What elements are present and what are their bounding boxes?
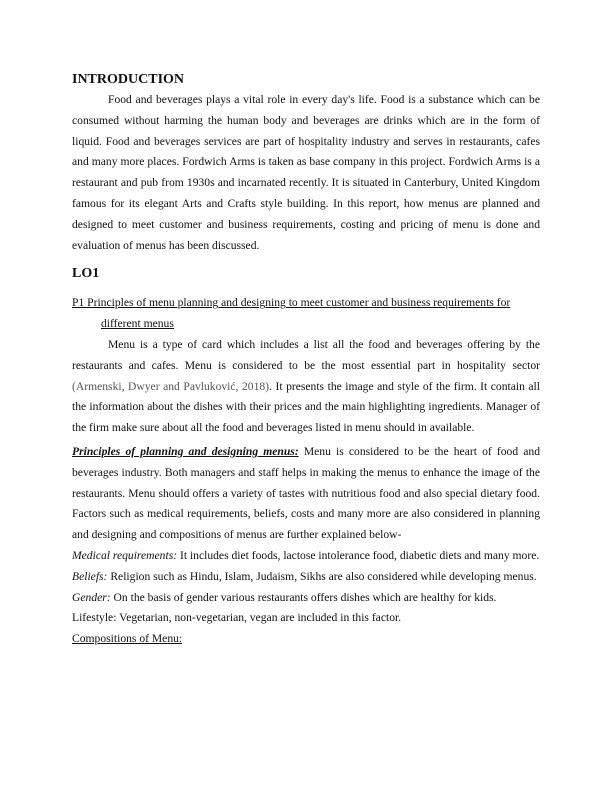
- principles-text: Menu is considered to be the heart of food and beverages industry. Both managers and staff helps in making the menus to enhance the image of the restaurants. Menu should offers a variety of tastes with nutritious food and also special dietary food. Factors such as medical requirements, beliefs, costs and many more are also considered in planning and designing and compositions of menus are further explained below-: [72, 444, 540, 542]
- menu-definition-paragraph: [72, 335, 540, 439]
- menu-para-end: . It presents the image and style of the firm. It contain all the information about the dishes with their prices and the main highlighting ingredients. Manager of the firm make sure about all the food and beverages listed in menu should in available.: [72, 379, 541, 435]
- factor-beliefs-label: Beliefs:: [72, 569, 108, 583]
- document-page: [72, 70, 540, 650]
- compositions-heading: [72, 629, 540, 650]
- p1-title-line2-text: different menus: [101, 317, 174, 331]
- factor-gender-label: Gender:: [72, 590, 111, 604]
- factor-medical: [72, 546, 540, 567]
- factor-beliefs-text: Religion such as Hindu, Islam, Judaism, Sikhs are also considered while developing menus.: [107, 569, 537, 583]
- p1-title-line1: P1 Principles of menu planning and designing to meet customer and business requirements for: [72, 296, 511, 310]
- factor-gender: [72, 588, 540, 609]
- principles-label: Principles of planning and designing menus:: [72, 444, 299, 458]
- citation: (Armenski, Dwyer and Pavluković, 2018): [72, 379, 270, 393]
- menu-para-start: Menu is a type of card which includes a list all the food and beverages offering by the restaurants and cafes. Menu is considered to be the most essential part in hospitality sector: [72, 337, 540, 372]
- p1-title-line2: [72, 314, 540, 335]
- factor-lifestyle: Lifestyle: Vegetarian, non-vegetarian, vegan are included in this factor.: [72, 611, 402, 625]
- lo1-heading: LO1: [72, 266, 100, 282]
- factor-gender-text: On the basis of gender various restaurants offers dishes which are healthy for kids.: [110, 590, 497, 604]
- introduction-paragraph: Food and beverages plays a vital role in every day's life. Food is a substance which can be consumed without harming the human body and beverages are drinks which are in the form of liquid. Food and beverages services are part of hospitality industry and serves in restaurants, cafes and many more places. Fordwich Arms is taken as base company in this project. Fordwich Arms is a restaurant and pub from 1930s and incarnated recently. It is situated in Canterbury, United Kingdom famous for its elegant Arts and Crafts style building. In this report, how menus are planned and designed to meet customer and business requirements, costing and pricing of menu is done and evaluation of menus has been discussed.: [72, 93, 540, 252]
- principles-paragraph: [72, 442, 540, 546]
- compositions-heading-text: Compositions of Menu:: [72, 632, 183, 646]
- factor-medical-label: Medical requirements:: [72, 548, 178, 562]
- factor-medical-text: It includes diet foods, lactose intolerance food, diabetic diets and many more.: [177, 548, 540, 562]
- introduction-heading: INTRODUCTION: [72, 72, 185, 87]
- factor-beliefs: [72, 567, 540, 588]
